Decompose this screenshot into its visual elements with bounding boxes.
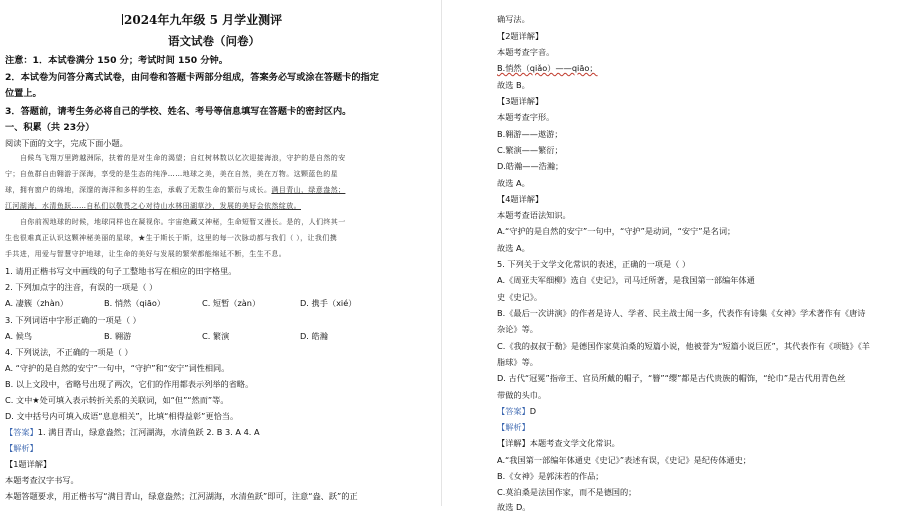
reading-instruction: 阅读下面的文字，完成下面小题。	[5, 138, 128, 148]
text-line: 故选 B。	[497, 80, 530, 90]
q4-option-d: D. 文中括号内可填入成语“息息相关”，比填“相得益彰”更恰当。	[5, 411, 239, 421]
passage-line: 宁；自鱼群自由翱游于深海，享受的是生态的纯净……地球之美，美在自然，美在万物。这颗蓝色的星	[5, 170, 338, 178]
exam-title	[122, 14, 282, 26]
q5-option-c-cont: 脂球》等。	[497, 357, 538, 367]
q5-option-d: D. 古代“冠冕”指帝王、官员所戴的帽子，“簪”“缨”都是古代贵族的帽饰，“纶巾”是古代用青色丝	[497, 373, 846, 383]
q2-option-a: A. 凄簇（zhàn）	[5, 298, 69, 308]
text-line: 故选 A。	[497, 178, 530, 188]
q5-option-a: A.《周亚夫军细柳》选自《史记》，司马迁所著，是我国第一部编年体通	[497, 275, 755, 285]
q2-option-c: C. 短暂（zàn）	[202, 298, 261, 308]
q4-option-b: B. 以上文段中，省略号出现了两次，它们的作用都表示列举的省略。	[5, 379, 254, 389]
question-1: 1. 请用正楷书写文中画线的句子工整地书写在相应的田字格里。	[5, 266, 237, 276]
question-2: 2. 下列加点字的注音，有误的一项是（ ）	[5, 282, 158, 292]
right-page	[452, 0, 900, 512]
answer-label: 【答案】	[5, 427, 38, 437]
detail-1-line: 本题考查汉字书写。	[5, 475, 79, 485]
text-line: 本题考查字音。	[497, 47, 555, 57]
text-line: 确写法。	[497, 14, 530, 24]
text-line: A.“守护的是自然的安宁”一句中，“守护”是动词，“安宁”是名词；	[497, 226, 736, 236]
detail-3-label: 【3题详解】	[497, 96, 544, 106]
q5-option-a-cont: 史《史记》。	[497, 292, 543, 302]
answer-value: D	[529, 406, 537, 416]
q3-option-b: B. 翱游	[104, 331, 132, 341]
passage-line: 生也很难真正认识这颗神秘美丽的星球，★生于斯长于斯，这里的每一次脉动都与我们（ ），让我们携	[5, 234, 338, 242]
page-gutter	[441, 0, 442, 506]
question-4: 4. 下列说法，不正确的一项是（ ）	[5, 347, 133, 357]
question-5: 5. 下列关于文学文化常识的表述，正确的一项是（ ）	[497, 259, 691, 269]
text-line: 本题考查字形。	[497, 112, 555, 122]
passage-underline: 江河湖海，水清鱼跃……自私们以敬畏之心对待山水林田湖草沙，发展的美好会依然绽放。	[5, 202, 301, 210]
exam-subtitle: 语文试卷（问卷）	[168, 34, 260, 48]
text-line: C.繁演——繁衍；	[497, 145, 563, 155]
text-line: A.“我国第一部编年体通史《史记》”表述有误，《史记》是纪传体通史；	[497, 455, 751, 465]
detail-1-line: 本题答题要求，用正楷书写“满目青山，绿意盎然；江河湖海，水清鱼跃”即可，注意“盎、跃”的正	[5, 491, 358, 501]
detail-1-label: 【1题详解】	[5, 459, 52, 469]
q4-option-a: A. “守护的是自然的安宁”一句中，“守护”和“安宁”词性相同。	[5, 363, 230, 373]
exam-title-text: 2024年九年级 5 月学业测评	[124, 13, 283, 27]
passage-line: 自候鸟飞翔万里跨越洲际，扶着的是对生命的渴望；自红树林数以亿次迎接海浪，守护的是自然的安	[20, 154, 346, 162]
passage-line	[5, 185, 345, 196]
section-heading: 一、积累（共 23分）	[5, 122, 95, 133]
q2-correction: B.悄然（qiǎo）——qiāo；	[497, 63, 598, 73]
q5-answer	[497, 406, 536, 417]
passage-text: 球，拥有窗户的绵地，深邃的海洋和多样的生态，承载了无数生命的繁衍与成长。	[5, 186, 272, 194]
text-line: B.翱游——遨游；	[497, 129, 563, 139]
passage-line: 自你前视地球的时候，地球同样也在凝视你。宇宙绝藏又神秘，生命短暂又漫长。是的，人们终其一	[20, 218, 346, 226]
analysis-label: 【解析】	[497, 422, 530, 432]
analysis-label: 【解析】	[5, 443, 38, 453]
text-cursor	[122, 14, 123, 25]
left-page	[0, 0, 438, 506]
notice-2: 2．本试卷为问答分离式试卷，由问卷和答题卡两部分组成，答案务必写或涂在答题卡的指定	[5, 72, 379, 83]
q3-option-c: C. 繁演	[202, 331, 230, 341]
answer-text: 1. 满目青山，绿意盎然；江河湖海，水清鱼跃 2. B 3. A 4. A	[37, 427, 260, 437]
q3-option-a: A. 候鸟	[5, 331, 33, 341]
q5-option-b-cont: 杂论》等。	[497, 324, 538, 334]
q5-option-c: C.《我的叔叔于勒》是德国作家莫泊桑的短篇小说，他被誉为“短篇小说巨匠”，其代表作有《项链》《羊	[497, 341, 870, 351]
answer-label: 【答案】	[497, 406, 530, 416]
detail-label: 【详解】本题考查文学文化常识。	[497, 438, 620, 448]
q4-option-c: C. 文中★处可填入表示转折关系的关联词，如“但”“然而”等。	[5, 395, 229, 405]
notice-3: 位置上。	[5, 88, 42, 99]
text-line: D.皓瀚——浩瀚；	[497, 161, 564, 171]
text-line: 本题考查语法知识。	[497, 210, 571, 220]
notice-4: 3．答题前，请考生务必将自己的学校、姓名、考号等信息填写在答题卡的密封区内。	[5, 106, 352, 117]
answer-line	[5, 427, 260, 438]
passage-underline: 满目青山，绿意盎然；	[271, 186, 346, 194]
text-line: C.莫泊桑是法国作家，而不是德国的；	[497, 487, 637, 497]
q3-option-d: D. 皓瀚	[300, 331, 328, 341]
text-line: B.《女神》是郭沫若的作品；	[497, 471, 604, 481]
passage-line	[5, 201, 301, 212]
q5-option-d-cont: 带做的头巾。	[497, 390, 547, 400]
q5-option-b: B.《最后一次讲演》的作者是诗人、学者、民主战士闻一多，代表作有诗集《女神》学术著作有《唐诗	[497, 308, 866, 318]
question-3: 3. 下列词语中字形正确的一项是（ ）	[5, 315, 141, 325]
notice-1: 注意：1．本试卷满分 150 分；考试时间 150 分钟。	[5, 55, 228, 66]
passage-line: 手共进，用爱与智慧守护地球，让生命的美好与发展的繁荣都能绵延不断，生生不息。	[5, 250, 287, 258]
detail-4-label: 【4题详解】	[497, 194, 544, 204]
q2-option-d: D. 携手（xié）	[300, 298, 357, 308]
detail-2-label: 【2题详解】	[497, 31, 544, 41]
text-line: 故选 D。	[497, 502, 531, 512]
text-line: 故选 A。	[497, 243, 530, 253]
q2-option-b: B. 悄然（qiāo）	[104, 298, 166, 308]
